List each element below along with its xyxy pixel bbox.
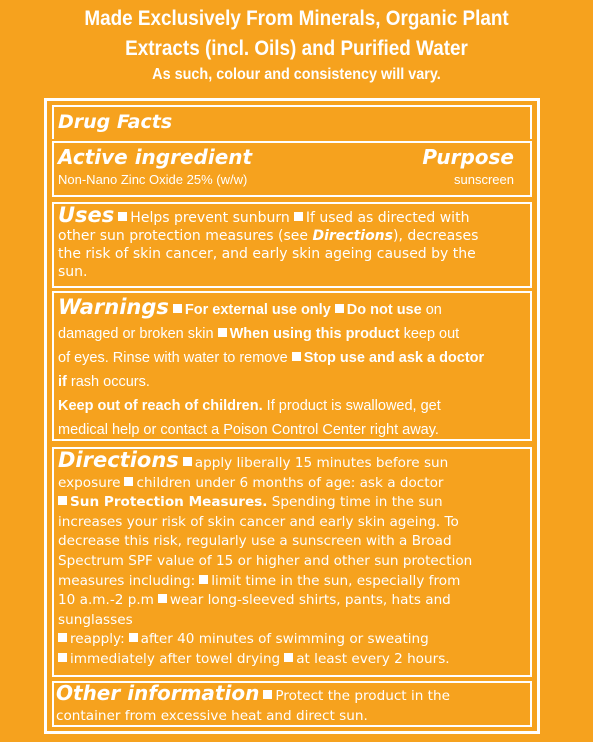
warning-text: if: [58, 374, 67, 390]
active-ingredient-value: Non-Nano Zinc Oxide 25% (w/w): [58, 172, 248, 187]
bullet-square-icon: [124, 477, 133, 486]
bullet-square-icon: [183, 457, 192, 466]
bullet-square-icon: [118, 212, 127, 221]
bullet-square-icon: [129, 633, 138, 642]
bullet-square-icon: [218, 328, 227, 337]
warning-text: For external use only: [184, 302, 331, 318]
warnings-section: [52, 291, 532, 441]
uses-text: ), decreases: [392, 228, 479, 244]
warning-text: damaged or broken skin: [58, 326, 214, 342]
warning-text: rash occurs.: [66, 374, 150, 390]
warning-text: Keep out of reach of children.: [58, 398, 263, 414]
directions-heading: Directions: [58, 448, 179, 472]
other-information-section: [52, 681, 532, 727]
directions-text: reapply:: [70, 631, 125, 648]
warning-text: When using this product: [229, 326, 400, 342]
directions-text: exposure: [58, 474, 121, 491]
uses-text: other sun protection measures (see: [58, 228, 313, 244]
bullet-square-icon: [263, 690, 272, 699]
other-information-text: Protect the product in the: [275, 688, 450, 704]
directions-text: measures including:: [58, 572, 196, 589]
bullet-square-icon: [294, 212, 303, 221]
directions-text: sunglasses: [58, 611, 133, 628]
directions-text: Sun Protection Measures.: [70, 494, 268, 511]
drug-facts-title: Drug Facts: [58, 111, 173, 133]
bullet-square-icon: [284, 653, 293, 662]
warning-text: Do not use: [346, 302, 422, 318]
other-information-heading: Other information: [56, 681, 260, 705]
header-line-3: As such, colour and consistency will vary.: [152, 66, 441, 83]
bullet-square-icon: [58, 633, 67, 642]
warning-text: on: [421, 302, 442, 318]
directions-text: limit time in the sun, especially from: [211, 572, 461, 589]
directions-text: after 40 minutes of swimming or sweating: [140, 631, 429, 648]
uses-heading: Uses: [58, 203, 115, 227]
directions-text: decrease this risk, regularly use a sunscreen with a Broad: [58, 533, 452, 550]
directions-text: immediately after towel drying: [70, 650, 281, 667]
directions-text: increases your risk of skin cancer and early skin ageing. To: [58, 513, 459, 530]
header-line-1: Made Exclusively From Minerals, Organic Plant: [84, 7, 509, 30]
directions-text: 10 a.m.-2 p.m: [58, 592, 154, 609]
warning-text: of eyes. Rinse with water to remove: [58, 350, 288, 366]
purpose-value: sunscreen: [454, 172, 514, 187]
header-line-2: Extracts (incl. Oils) and Purified Water: [125, 37, 468, 60]
warning-text: medical help or contact a Poison Control Center right away.: [58, 422, 439, 438]
bullet-square-icon: [292, 352, 301, 361]
uses-text: If used as directed with: [305, 210, 470, 226]
warning-text: keep out: [399, 326, 460, 342]
uses-text: Helps prevent sunburn: [130, 210, 290, 226]
bullet-square-icon: [158, 594, 167, 603]
label-header: [0, 0, 593, 86]
directions-text: Spending time in the sun: [267, 494, 443, 511]
other-information-text: container from excessive heat and direct sun.: [56, 708, 368, 724]
bullet-square-icon: [58, 653, 67, 662]
active-ingredient-section: [52, 141, 532, 197]
warning-text: Stop use and ask a doctor: [303, 350, 485, 366]
active-ingredient-heading: Active ingredient: [58, 145, 253, 169]
directions-text: children under 6 months of age: ask a doctor: [136, 474, 444, 491]
uses-directions-ref: Directions: [312, 228, 393, 244]
bullet-square-icon: [58, 496, 67, 505]
uses-section: [52, 202, 532, 288]
bullet-square-icon: [173, 304, 182, 313]
directions-text: wear long-sleeved shirts, pants, hats and: [169, 592, 451, 609]
drug-facts-panel: [44, 98, 540, 734]
directions-text: Spectrum SPF value of 15 or higher and other sun protection: [58, 552, 473, 569]
bullet-square-icon: [199, 575, 208, 584]
warnings-heading: Warnings: [58, 295, 169, 319]
purpose-heading: Purpose: [422, 145, 514, 169]
bullet-square-icon: [335, 304, 344, 313]
directions-text: at least every 2 hours.: [296, 650, 450, 667]
uses-text: the risk of skin cancer, and early skin ageing caused by the: [58, 246, 476, 262]
warning-text: If product is swallowed, get: [262, 398, 441, 414]
drug-facts-title-section: [52, 105, 532, 139]
directions-section: [52, 447, 532, 677]
uses-text: sun.: [58, 264, 88, 280]
directions-text: apply liberally 15 minutes before sun: [194, 455, 449, 471]
